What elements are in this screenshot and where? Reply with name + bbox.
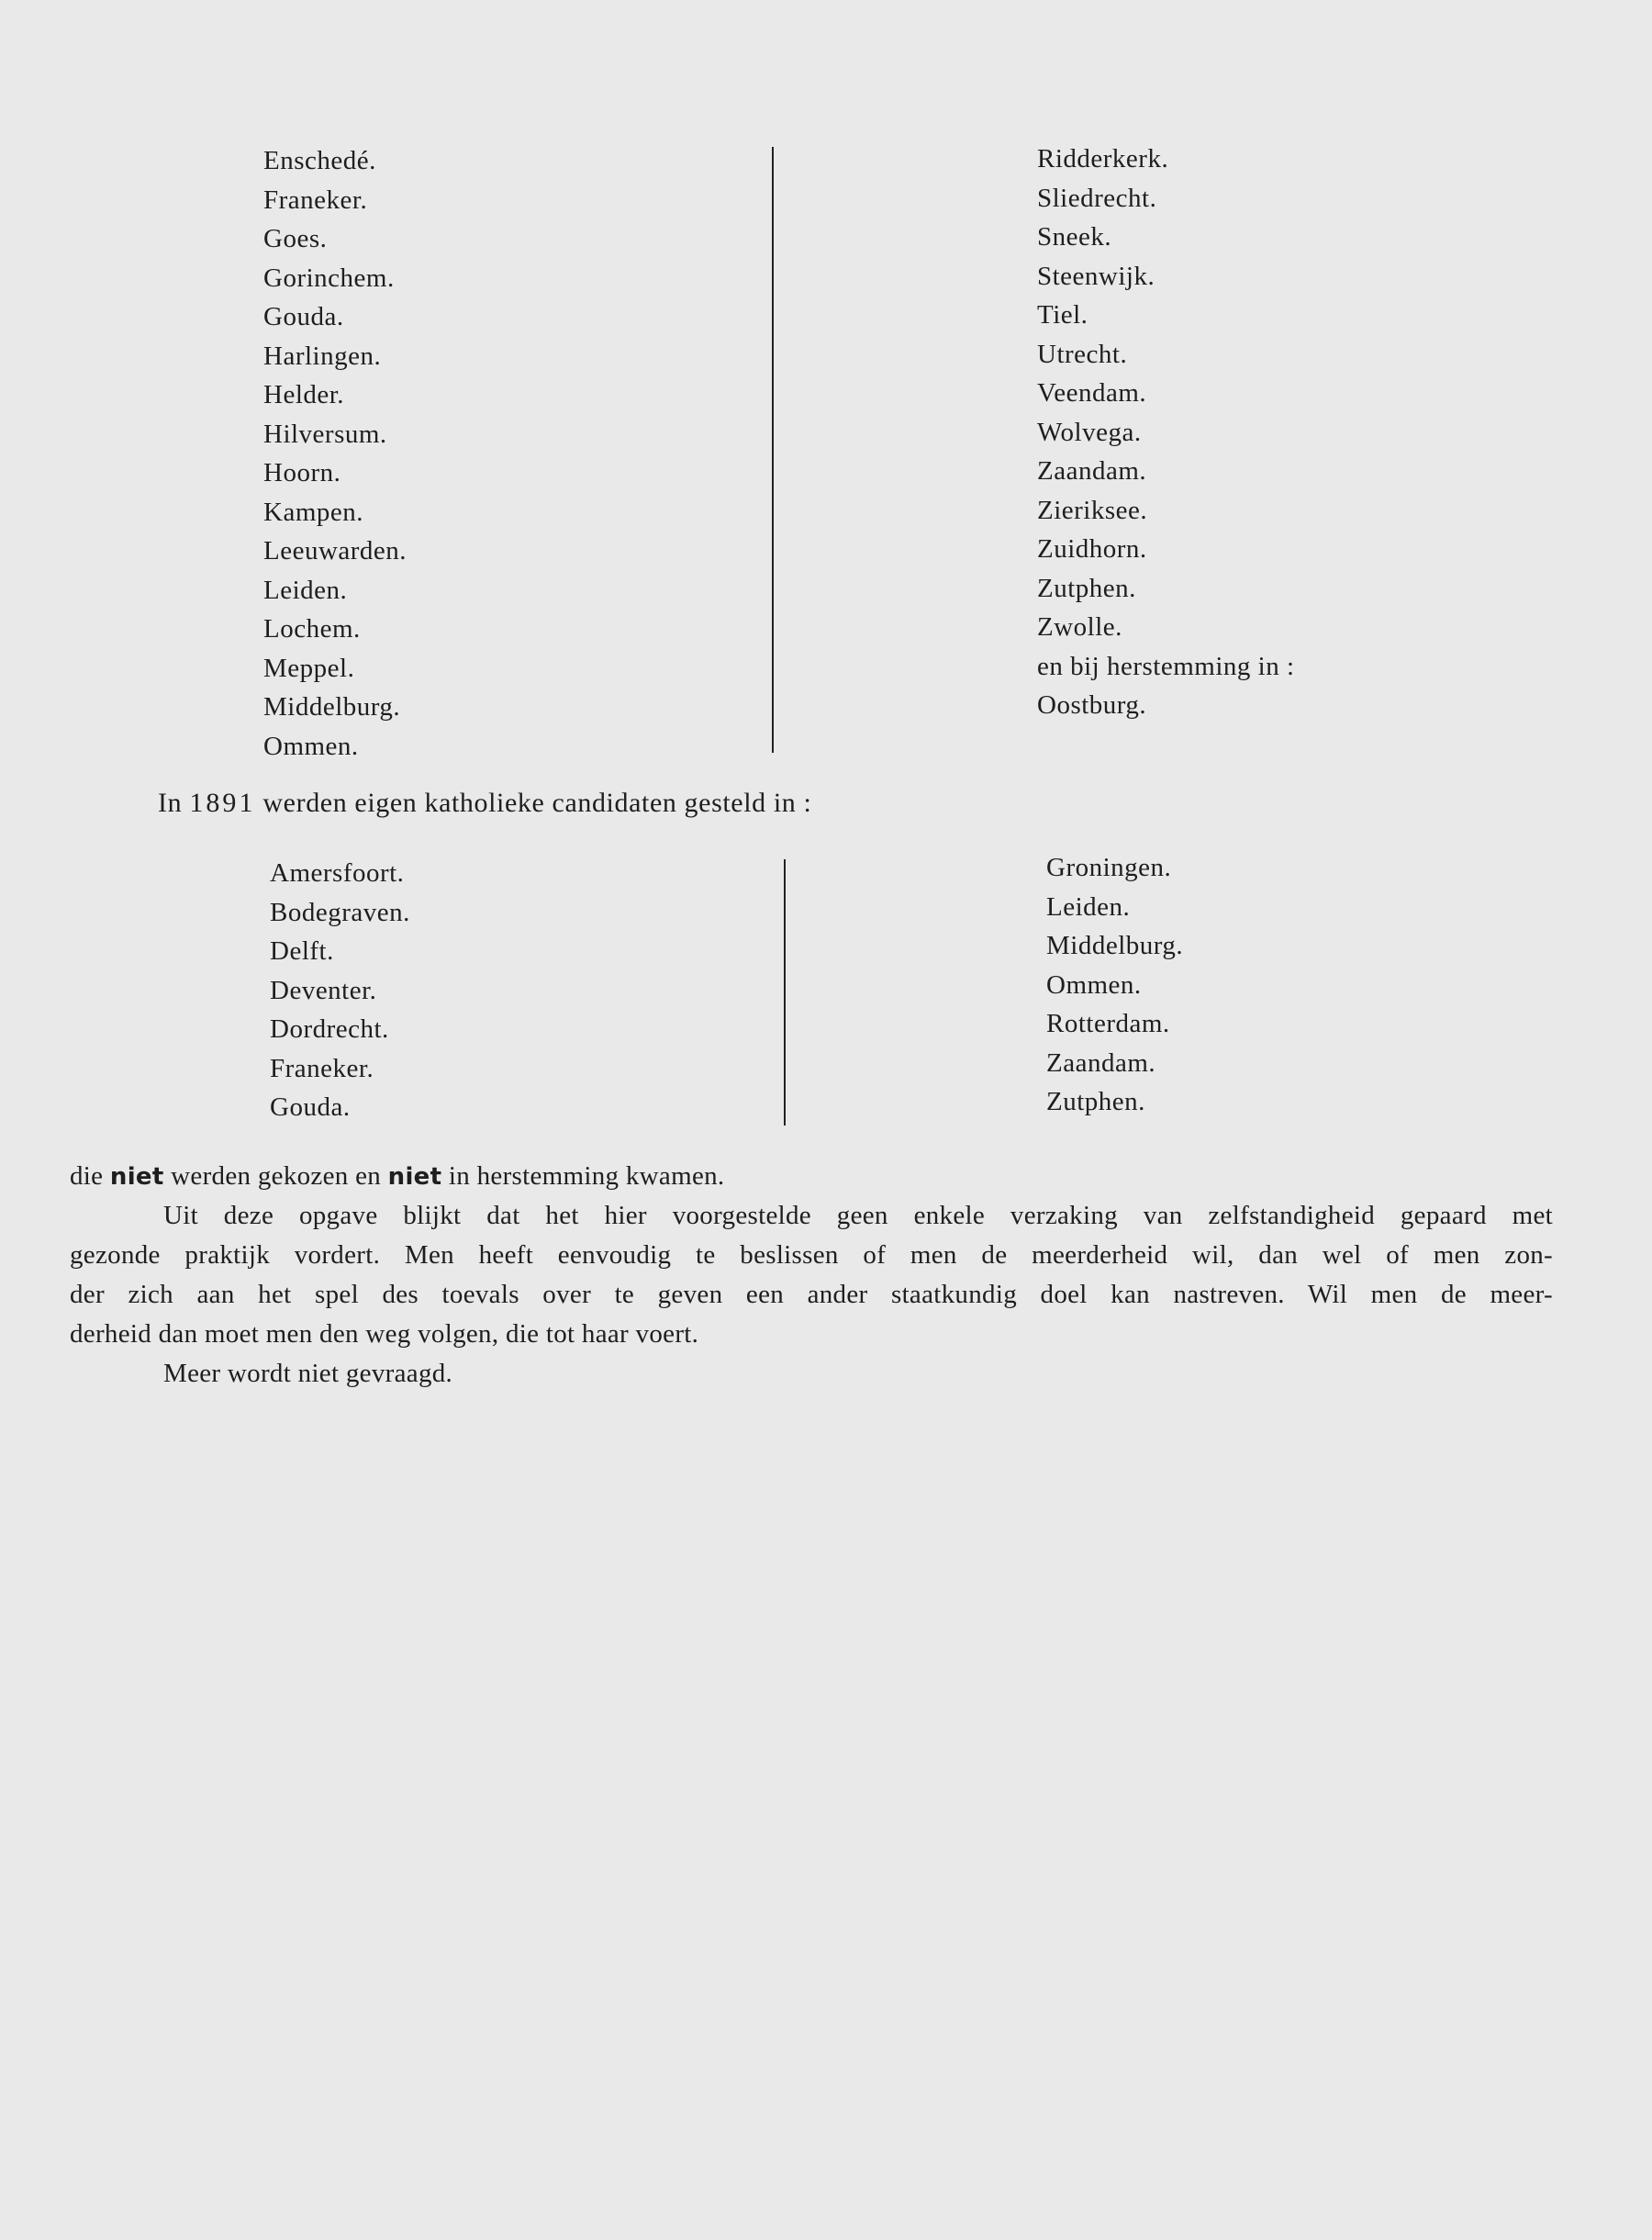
list-item: Goes. [263, 224, 328, 253]
list-item: Leiden. [1046, 891, 1131, 922]
list-item: Middelburg. [1046, 931, 1184, 960]
list-item: Gorinchem. [263, 263, 395, 293]
list-item: Middelburg. [263, 692, 401, 722]
list-item: Veendam. [1037, 378, 1147, 408]
list-item: Dordrecht. [270, 1014, 389, 1044]
list-item: Ridderkerk. [1037, 144, 1169, 174]
closing-first-line: die niet werden gekozen en niet in herstemming kwamen. [70, 1161, 725, 1191]
list-item: Deventer. [270, 975, 377, 1005]
list-item: Helder. [263, 380, 345, 409]
emphasis-niet: niet [387, 1163, 442, 1191]
first-list-divider [772, 147, 774, 753]
list-item: Gouda. [263, 302, 344, 331]
list-item: en bij herstemming in : [1037, 651, 1295, 681]
list-item: Amersfoort. [270, 858, 405, 888]
paragraph-line: der zich aan het spel des toevals over te geven een ander staatkundig doel kan nastreven. Wil men de meer- [70, 1280, 1553, 1309]
list-item: Sliedrecht. [1037, 183, 1157, 213]
list-item: Franeker. [263, 185, 368, 215]
list-item: Ommen. [263, 731, 359, 761]
paragraph-line: Uit deze opgave blijkt dat het hier voorgestelde geen enkele verzaking van zelfstandigheid gepaard met [163, 1201, 1553, 1230]
list-item: Franeker. [270, 1053, 374, 1083]
list-item: Zwolle. [1037, 612, 1122, 642]
list-item: Zuidhorn. [1037, 534, 1147, 564]
paragraph-line: gezonde praktijk vordert. Men heeft eenvoudig te beslissen of men de meerderheid wil, dan wel of men zon- [70, 1240, 1553, 1270]
section-heading [158, 788, 811, 819]
second-list-right-column [1046, 848, 1183, 1122]
closing-last-line: Meer wordt niet gevraagd. [163, 1359, 453, 1388]
heading-year: 1891 [189, 788, 256, 818]
emphasis-niet: niet [109, 1163, 164, 1191]
list-item: Tiel. [1037, 300, 1088, 330]
list-item: Zaandam. [1046, 1047, 1156, 1078]
heading-suffix: werden eigen katholieke candidaten gesteld in : [262, 788, 812, 818]
list-item: Leeuwarden. [263, 536, 407, 566]
second-list-divider [784, 859, 786, 1126]
list-item: Zutphen. [1037, 573, 1136, 603]
closing-paragraph [70, 1157, 1553, 1394]
paragraph-line: derheid dan moet men den weg volgen, die tot haar voert. [70, 1319, 699, 1349]
list-item: Harlingen. [263, 341, 382, 371]
list-item: Hoorn. [263, 458, 341, 487]
list-item: Lochem. [263, 614, 361, 644]
list-item: Steenwijk. [1037, 261, 1155, 291]
first-list-right-column [1037, 140, 1295, 725]
heading-prefix: In [158, 788, 183, 818]
list-item: Zieriksee. [1037, 495, 1148, 525]
list-item: Ommen. [1046, 969, 1142, 1000]
list-item: Wolvega. [1037, 417, 1142, 447]
list-item: Enschedé. [263, 146, 376, 175]
list-item: Utrecht. [1037, 339, 1128, 369]
list-item: Groningen. [1046, 853, 1172, 882]
list-item: Sneek. [1037, 222, 1112, 252]
second-list-left-column [270, 854, 410, 1127]
list-item: Bodegraven. [270, 897, 410, 927]
first-list-left-column [263, 141, 407, 766]
list-item: Delft. [270, 936, 334, 966]
list-item: Zaandam. [1037, 456, 1147, 486]
list-item: Oostburg. [1037, 690, 1147, 720]
list-item: Meppel. [263, 653, 355, 683]
list-item: Gouda. [270, 1092, 351, 1122]
list-item: Leiden. [263, 575, 348, 605]
list-item: Hilversum. [263, 419, 387, 449]
list-item: Zutphen. [1046, 1087, 1145, 1116]
list-item: Kampen. [263, 497, 363, 527]
list-item: Rotterdam. [1046, 1009, 1170, 1038]
